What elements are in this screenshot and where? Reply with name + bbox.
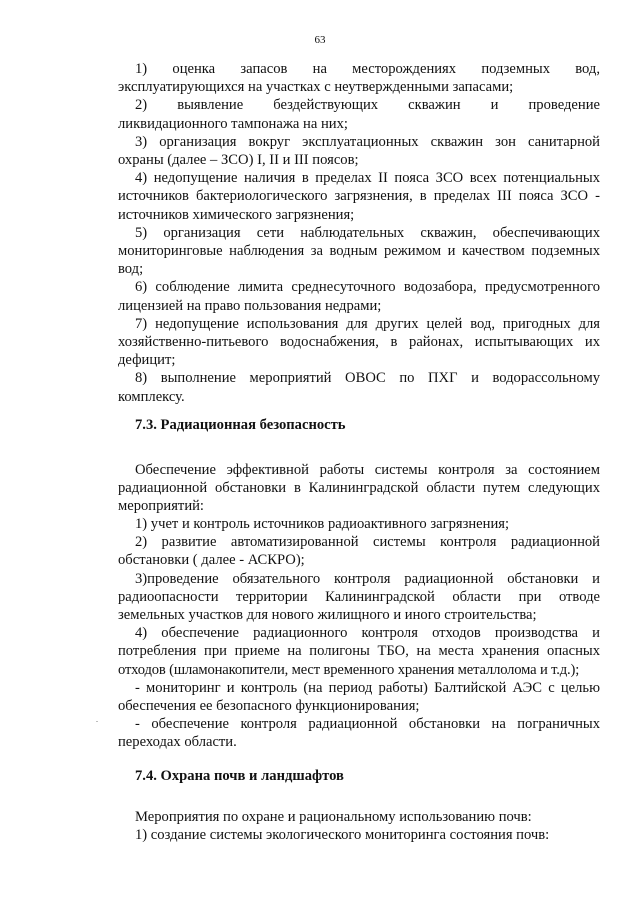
list-item-line: комплексу. (118, 388, 185, 405)
list-item-line: 8) выполнение мероприятий ОВОС по ПХГ и водорассольному (135, 370, 600, 387)
list-item-line: источников бактериологического загрязнения, в пределах III пояса ЗСО - (118, 188, 600, 205)
list-item (118, 169, 600, 224)
list-item-line: 1) оценка запасов на месторождениях подземных вод, (135, 61, 600, 77)
list-item-line: 4) недопущение наличия в пределах II пояса ЗСО всех потенциальных (135, 170, 600, 187)
list-item-line: лицензией на право пользования недрами; (118, 297, 382, 314)
list-item-line: дефицит; (118, 352, 176, 369)
list-item (118, 133, 600, 169)
list-item-line: - мониторинг и контроль (на период работы) Балтийской АЭС с целью (135, 679, 600, 696)
list-item-line: эксплуатирующихся на участках с неутвержденными запасами; (118, 79, 514, 96)
list-item-line: источников химического загрязнения; (118, 206, 355, 223)
list-item (118, 369, 600, 405)
list-item-line: 2) развитие автоматизированной системы контроля радиационной (135, 534, 600, 551)
page-number: 63 (314, 34, 326, 46)
list-item (118, 715, 600, 751)
list-item-line: 3)проведение обязательного контроля радиационной обстановки и (135, 570, 600, 587)
section-heading-7-3: 7.3. Радиационная безопасность (135, 417, 346, 433)
list-item-line: земельных участков для нового жилищного и иного строительства; (118, 607, 537, 624)
section-heading-7-4: 7.4. Охрана почв и ландшафтов (135, 768, 344, 784)
radiation-intro (118, 461, 600, 516)
list-item (118, 60, 600, 96)
scan-artifact-mark: . (96, 715, 98, 724)
list-item (118, 533, 600, 569)
list-item-line: 1) учет и контроль источников радиоактивного загрязнения; (135, 516, 510, 532)
list-item-line: мониторинговые наблюдения за водным режимом и качеством подземных (118, 243, 600, 260)
list-item-line: 5) организация сети наблюдательных скважин, обеспечивающих (135, 224, 600, 241)
list-item-line: - обеспечение контроля радиационной обстановки на пограничных (135, 716, 600, 733)
list-item-line: отходов (шламонакопители, мест временного хранения металлолома и т.д.); (118, 661, 580, 678)
list-item-line: переходах области. (118, 734, 237, 751)
list-item-line: потребления при приеме на полигоны ТБО, на места хранения опасных (118, 643, 600, 660)
list-item (118, 515, 600, 533)
list-item-line: 4) обеспечение радиационного контроля отходов производства и (135, 625, 600, 642)
list-item (118, 224, 600, 279)
list-item-line: охраны (далее – ЗСО) I, II и III поясов; (118, 152, 359, 169)
paragraph-line: Обеспечение эффективной работы системы контроля за состоянием (135, 462, 600, 478)
paragraph-line: Мероприятия по охране и рациональному использованию почв: (135, 809, 532, 825)
list-item-line: 7) недопущение использования для других целей вод, пригодных для (135, 315, 600, 332)
list-item (118, 624, 600, 679)
soil-intro (118, 808, 600, 844)
paragraph-line: радиационной обстановки в Калининградской области путем следующих (118, 480, 600, 497)
list-item-line: вод; (118, 261, 144, 278)
list-item-line: обстановки ( далее - АСКРО); (118, 552, 305, 569)
list-item-line: ликвидационного тампонажа на них; (118, 115, 348, 132)
list-item-line: 6) соблюдение лимита среднесуточного водозабора, предусмотренного (135, 279, 600, 296)
list-item (118, 315, 600, 370)
list-item (118, 96, 600, 132)
list-item-line: 2) выявление бездействующих скважин и проведение (135, 97, 600, 114)
list-item-line: хозяйственно-питьевого водоснабжения, в районах, испытывающих их (118, 334, 600, 351)
water-measures-list (118, 60, 600, 406)
list-item-line: обеспечения ее безопасного функционирования; (118, 698, 420, 715)
list-item (118, 278, 600, 314)
radiation-measures-list (118, 515, 600, 752)
list-item-line: 1) создание системы экологического мониторинга состояния почв: (135, 827, 550, 844)
list-item-line: радиоопасности территории Калининградской области при отводе (118, 588, 600, 605)
list-item (118, 570, 600, 625)
list-item (118, 679, 600, 715)
paragraph-line: мероприятий: (118, 498, 204, 515)
list-item-line: 3) организация вокруг эксплуатационных скважин зон санитарной (135, 133, 600, 150)
